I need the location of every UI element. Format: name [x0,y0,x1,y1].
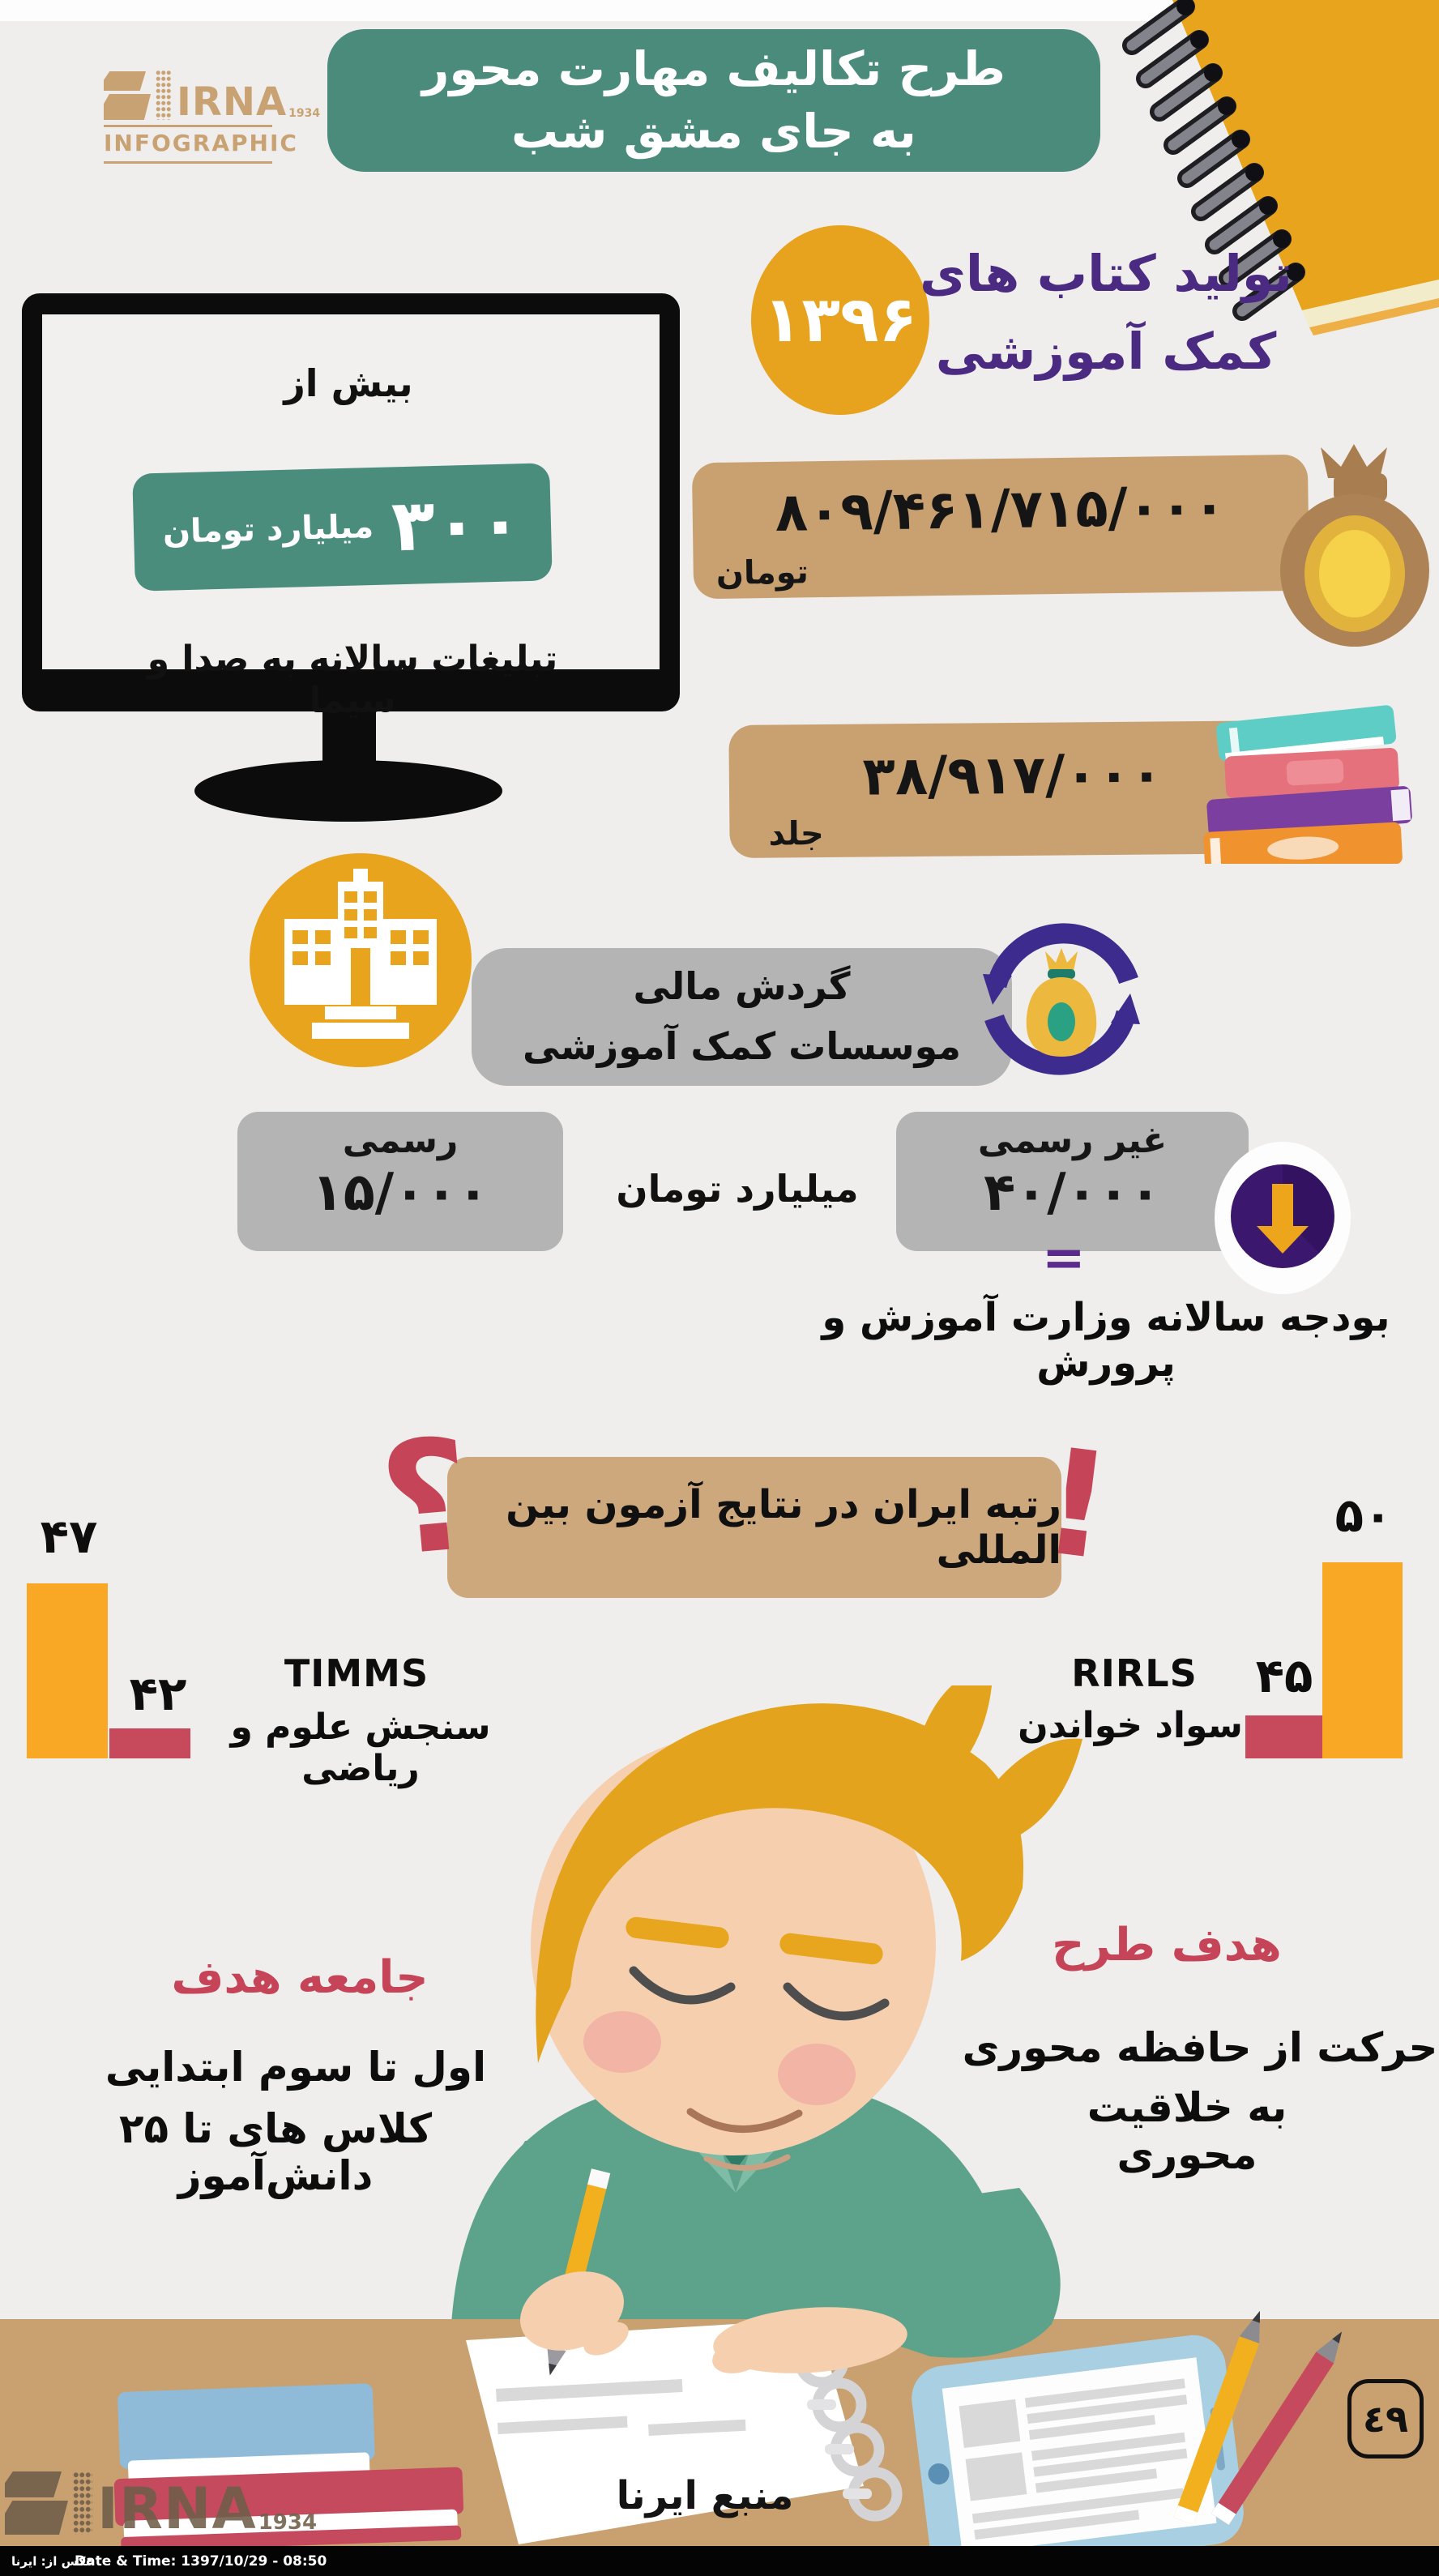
turnover-line1: گردش مالی [633,964,851,1009]
tv-amount-unit: میلیارد تومان [162,507,374,551]
toman-value: ۸۰۹/۴۶۱/۷۱۵/۰۰۰ [775,475,1227,544]
timms-sublabel: سنجش علوم و ریاضی [230,1707,491,1789]
official-label: رسمی [342,1120,459,1161]
goal-title: هدف طرح [1052,1919,1282,1972]
timms-red-value: ۴۲ [129,1666,187,1721]
tv-amount: ۳۰۰ [390,480,523,567]
turnover-ribbon [472,948,1012,1086]
photo-credit: عکس از: ایرنا [11,2553,94,2569]
irna-dots-icon [73,2471,92,2535]
bottom-info-bar [0,2546,1439,2576]
year-badge: ۱۳۹۶ [751,225,929,415]
title-line2: به جای مشق شب [511,104,916,159]
irna-infographic-logo [104,70,320,164]
irna-dots-icon [156,70,172,120]
rirls-sublabel: سواد خواندن [1018,1705,1243,1746]
rirls-orange-value: ۵۰ [1334,1488,1393,1543]
heading-line2: کمک آموزشی [935,322,1277,382]
rirls-label: RIRLS [1071,1651,1198,1695]
source-label: منبع ایرنا [616,2473,794,2518]
official-turnover-box [237,1112,563,1251]
timms-orange-value: ۴۷ [40,1509,98,1564]
down-arrow-icon [1211,1138,1354,1297]
heading-line1: تولید کتاب های [920,244,1292,303]
money-circulation-icon [968,906,1155,1092]
equals-sign: = [1042,1228,1086,1288]
exclamation-mark-icon: ! [1033,1416,1121,1594]
footer-logo-brand: IRNA [97,2476,257,2542]
tv-more-than-label: بیش از [284,361,413,405]
page-number-badge: ٤٩ [1347,2379,1424,2459]
unofficial-label: غیر رسمی [977,1120,1168,1161]
volume-unit: جلد [768,815,824,853]
irna-flag-icon [5,2471,68,2535]
datetime-label: Date & Time: 1397/10/29 - 08:50 [75,2553,327,2570]
goal-line1: حرکت از حافظه محوری [962,2024,1438,2071]
audience-line2: کلاس های تا ۲۵ دانش‌آموز [118,2105,433,2199]
volume-value: ۳۸/۹۱۷/۰۰۰ [862,742,1164,808]
logo-divider [104,161,272,164]
audience-title: جامعه هدف [171,1951,429,2004]
tv-stand-base [194,760,502,822]
ranking-ribbon: رتبه ایران در نتایج آزمون بین المللی [447,1457,1061,1598]
money-bag-icon [1264,436,1439,648]
logo-brand: IRNA [177,79,288,125]
tv-amount-box [132,463,553,591]
books-section-heading [916,235,1296,391]
irna-flag-icon [104,71,151,120]
main-title-box [327,29,1100,172]
title-line1: طرح تکالیف مهارت محور [421,41,1006,97]
budget-note: بودجه سالانه وزارت آموزش و پرورش [822,1295,1390,1386]
irna-footer-logo [5,2471,318,2542]
tv-caption: تبلیغات سالانه به صدا و سیما [147,639,558,721]
school-building-icon [247,851,474,1070]
question-mark-icon: ؟ [373,1404,478,1591]
toman-amount-bar [692,455,1309,600]
logo-subtitle: INFOGRAPHIC [104,130,298,156]
footer-logo-year: 1934 [258,2510,318,2535]
official-value: ۱۵/۰۰۰ [311,1163,489,1223]
goal-line2: به خلاقیت محوری [1087,2084,1287,2178]
audience-line1: اول تا سوم ابتدایی [105,2044,487,2091]
logo-year: 1934 [288,107,321,120]
logo-divider [104,125,272,127]
turnover-unit-label: میلیارد تومان [616,1167,859,1211]
timms-label: TIMMS [284,1651,429,1695]
books-stack-icon [1199,690,1439,864]
unofficial-value: ۴۰/۰۰۰ [984,1163,1161,1223]
rirls-red-value: ۴۵ [1255,1648,1313,1703]
turnover-line2: موسسات کمک آموزشی [523,1024,961,1068]
toman-unit: تومان [715,553,809,592]
